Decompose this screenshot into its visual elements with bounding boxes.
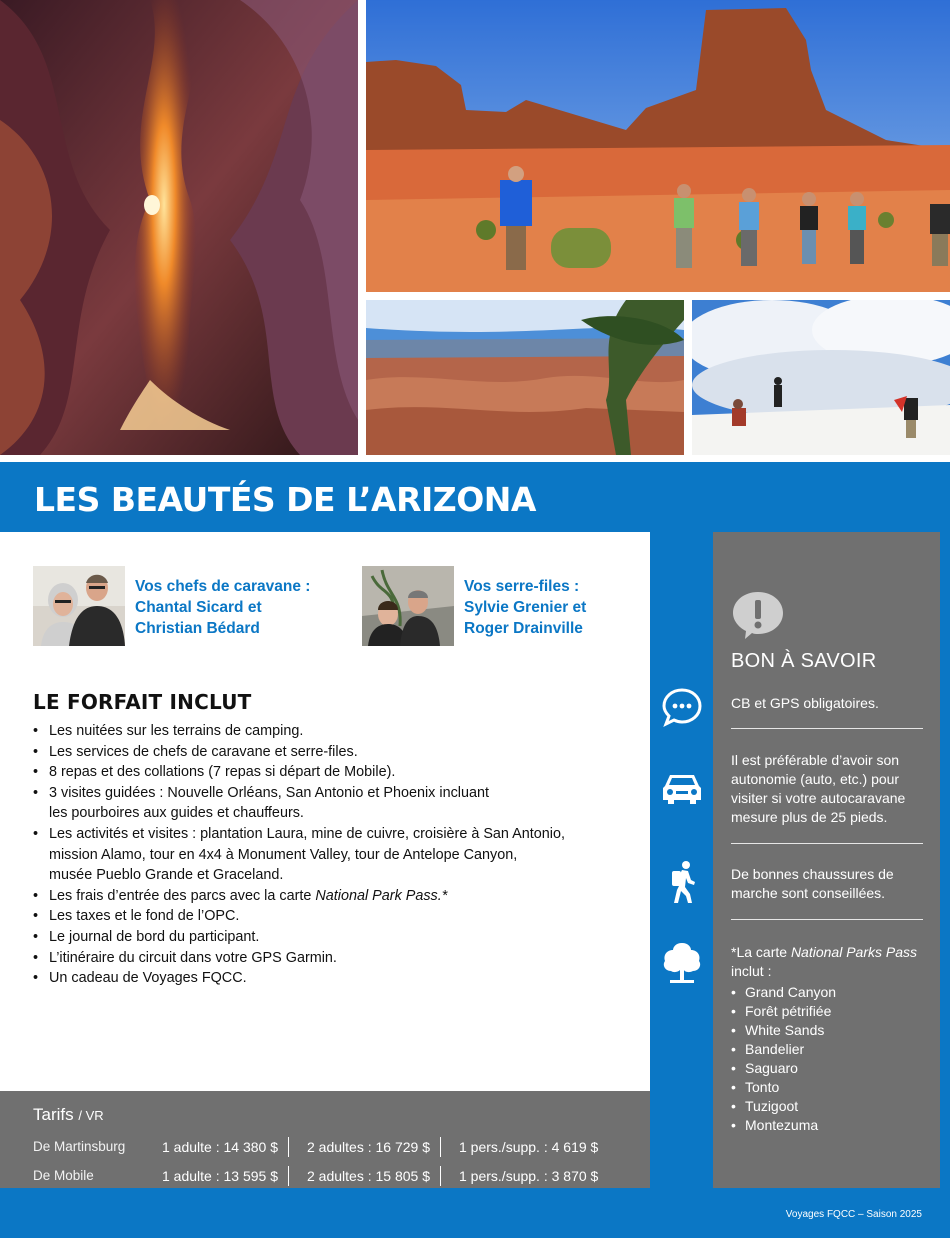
guide-card-leaders [33, 566, 310, 646]
tree-icon [660, 940, 704, 984]
rate-extra-person: 1 pers./supp. : 4 619 $ [459, 1139, 599, 1155]
guide-card-followers [362, 566, 586, 646]
note-cb-gps: CB et GPS obligatoires. [731, 695, 879, 711]
note-park-card: *La carte National Parks Pass inclut : • Grand Canyon • Forêt pétrifiée • White Sands • Bandelier • Saguaro • Tonto • Tuzigoot • Montezuma [731, 943, 923, 1135]
rate-city: De Mobile [33, 1168, 94, 1183]
title-band [0, 462, 950, 532]
list-item: • Un cadeau de Voyages FQCC. [33, 968, 633, 989]
photo-antelope-canyon [0, 0, 358, 455]
alert-icon [731, 590, 785, 640]
rate-one-adult: 1 adulte : 13 595 $ [162, 1168, 278, 1184]
list-item: • Les nuitées sur les terrains de camping. [33, 721, 633, 742]
footer [0, 1188, 950, 1238]
rate-city: De Martinsburg [33, 1139, 126, 1154]
photo-monument-valley [366, 0, 950, 292]
rate-one-adult: 1 adulte : 14 380 $ [162, 1139, 278, 1155]
list-item: • Grand Canyon [731, 983, 923, 1002]
rates-title: Tarifs / VR [33, 1105, 104, 1124]
divider [440, 1137, 441, 1157]
followers-label: Vos serre-files : [464, 578, 580, 595]
divider [731, 919, 923, 920]
chat-bubble-icon [660, 685, 704, 729]
list-item: • Les services de chefs de caravane et serre-files. [33, 742, 633, 763]
list-item: • Tonto [731, 1078, 923, 1097]
list-item: • Tuzigoot [731, 1097, 923, 1116]
list-item-park-pass: • Les frais d’entrée des parcs avec la carte National Park Pass.* [33, 886, 633, 907]
includes-list [33, 721, 633, 989]
hiker-icon [660, 860, 704, 904]
right-border [940, 532, 950, 1188]
car-icon [660, 766, 704, 810]
good-to-know-title: BON À SAVOIR [731, 650, 877, 672]
leaders-photo [33, 566, 125, 646]
list-item: • Les taxes et le fond de l’OPC. [33, 906, 633, 927]
leaders-names-line2: Christian Bédard [135, 620, 260, 637]
rate-row-martinsburg [33, 1137, 633, 1159]
list-item: • Bandelier [731, 1040, 923, 1059]
parks-list [731, 983, 923, 1135]
list-item: • L’itinéraire du circuit dans votre GPS Garmin. [33, 948, 633, 969]
page-title: LES BEAUTÉS DE L’ARIZONA [34, 480, 536, 519]
footer-text: Voyages FQCC – Saison 2025 [785, 1209, 922, 1220]
note-autonomy: Il est préférable d’avoir son autonomie (auto, etc.) pour visiter si votre autocaravane mesure plus de 25 pieds. [731, 752, 906, 825]
list-item: • Le journal de bord du participant. [33, 927, 633, 948]
divider [731, 843, 923, 844]
followers-photo [362, 566, 454, 646]
list-item: • Montezuma [731, 1116, 923, 1135]
list-item: • 3 visites guidées : Nouvelle Orléans, San Antonio et Phoenix incluant les pourboires aux guides et chauffeurs. [33, 783, 633, 824]
divider [440, 1166, 441, 1186]
rates-subtitle: / VR [78, 1108, 104, 1123]
divider [288, 1137, 289, 1157]
leaders-names-line1: Chantal Sicard et [135, 599, 262, 616]
list-item: • Forêt pétrifiée [731, 1002, 923, 1021]
followers-names-line1: Sylvie Grenier et [464, 599, 587, 616]
list-item: • Saguaro [731, 1059, 923, 1078]
list-item: • White Sands [731, 1021, 923, 1040]
rate-two-adults: 2 adultes : 16 729 $ [307, 1139, 430, 1155]
photo-white-sands [692, 300, 950, 455]
rate-extra-person: 1 pers./supp. : 3 870 $ [459, 1168, 599, 1184]
followers-names-line2: Roger Drainville [464, 620, 583, 637]
divider [731, 728, 923, 729]
rate-two-adults: 2 adultes : 15 805 $ [307, 1168, 430, 1184]
note-shoes: De bonnes chaussures de marche sont conseillées. [731, 866, 894, 901]
list-item: • 8 repas et des collations (7 repas si départ de Mobile). [33, 762, 633, 783]
rate-row-mobile [33, 1166, 633, 1188]
list-item: • Les activités et visites : plantation Laura, mine de cuivre, croisière à San Antonio, mission Alamo, tour en 4x4 à Monument Valley, tour de Antelope Canyon, musée Pueblo Grande et Graceland. [33, 824, 633, 886]
leaders-label: Vos chefs de caravane : [135, 578, 311, 595]
includes-title: LE FORFAIT INCLUT [33, 690, 252, 714]
good-to-know-panel [713, 532, 940, 1188]
divider [288, 1166, 289, 1186]
photo-canyon-landscape [366, 300, 684, 455]
